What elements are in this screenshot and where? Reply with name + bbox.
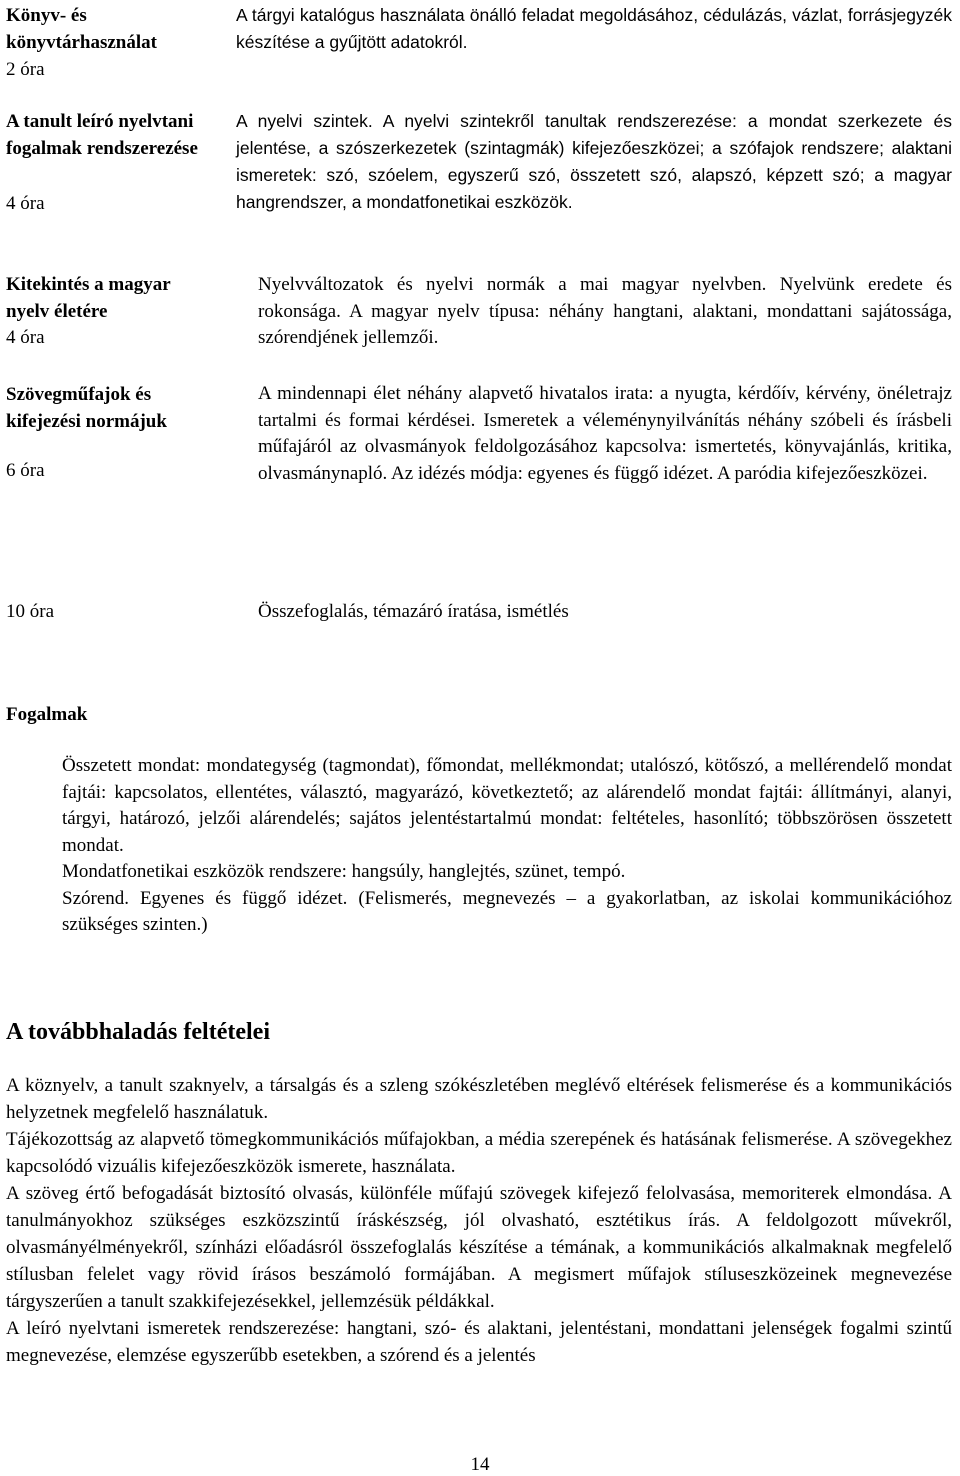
page-number: 14	[470, 1454, 490, 1475]
content-paragraph: A tárgyi katalógus használata önálló feladat megoldásához, cédulázás, vázlat, forrásjegyzék készítése a gyűjtött adatokról.	[236, 5, 952, 52]
topic-title: Szövegműfajok és kifejezési normájuk	[6, 384, 167, 432]
topic-hours: 4 óra	[6, 193, 45, 214]
tovabbhaladas-paragraph: A leíró nyelvtani ismeretek rendszerezése: hangtani, szó- és alaktani, jelentéstani, mondattani jelenségek fogalmi szintű megnevezése, elemzése egyszerűbb esetekben, a szórend és a jelentés	[6, 1318, 952, 1366]
content-cell	[236, 108, 952, 216]
fogalmak-paragraph: Összetett mondat: mondategység (tagmondat), főmondat, mellékmondat; utalószó, kötőszó, a mellérendelő mondat fajtái: kapcsolatos, ellentétes, választó, magyarázó, következtető; az alárendelő mondat fajtái: állítmányi, alanyi, tárgyi, határozó, jelzői alárendelés; sajátos jelentéstartalmú mondat: feltételes, hasonlító; többszörösen összetett mondat.	[62, 755, 952, 856]
fogalmak-paragraph: Mondatfonetikai eszközök rendszere: hangsúly, hanglejtés, szünet, tempó.	[62, 861, 626, 882]
tovabbhaladas-paragraph: A szöveg értő befogadását biztosító olvasás, különféle műfajú szövegek kifejező felolvasása, memoriterek elmondása. A tanulmányokhoz szükséges eszközszintű íráskészség, jól olvasható, esztétikus írás. A feldolgozott művekről, olvasmányélményekről, színházi előadásról összefoglalás készítése a témának, a kommunikációs alkalmaknak megfelelő stílusban felelet vagy rövid írásos beszámoló formájában. A megismert műfajok stíluseszközeinek megnevezése tárgyszerűen a tanult szakkifejezésekkel, jellemzésük példákkal.	[6, 1183, 952, 1312]
topic-cell	[6, 381, 216, 484]
tovabbhaladas-paragraph: Tájékozottság az alapvető tömegkommunikációs műfajokban, a média szerepének és hatásának felismerése. A szövegekhez kapcsolódó vizuális kifejezőeszközök ismerete, használata.	[6, 1129, 952, 1177]
content-paragraph: A nyelvi szintek. A nyelvi szintekről tanultak rendszerezése: a mondat szerkezete és jelentése, a szószerkezetek (szintagmák) kifejezőeszközei; a szófajok rendszere; alaktani ismeretek: szó, szóelem, egyszerű szó, összetett szó, alapszó, képzett szó; a magyar hangrendszer, a mondatfonetikai eszközök.	[236, 111, 952, 212]
topic-hours: 6 óra	[6, 460, 45, 481]
content-paragraph: A mindennapi élet néhány alapvető hivatalos irata: a nyugta, kérdőív, kérvény, önéletrajz tartalmi és formai kérdései. Ismeretek a véleménynyilvánítás néhány szóbeli és írásbeli műfajáról az olvasmányok feldolgozásához kapcsolva: ismertetés, könyvajánlás, kritika, olvasmánynapló. Az idézés módja: egyenes és függő idézet. A paródia kifejezőeszközei.	[258, 383, 952, 484]
fogalmak-heading: Fogalmak	[6, 704, 88, 725]
topic-cell	[6, 2, 216, 83]
tovabbhaladas-paragraph: A köznyelv, a tanult szaknyelv, a társalgás és a szleng szókészletében meglévő eltérések felismerése és a kommunikációs helyzetnek megfelelő használatuk.	[6, 1075, 952, 1123]
fogalmak-paragraph: Szórend. Egyenes és függő idézet. (Felismerés, megnevezés – a gyakorlatban, az iskolai kommunikációhoz szükséges szinten.)	[62, 887, 952, 935]
summary-hours: 10 óra	[6, 601, 55, 622]
topic-cell	[6, 108, 216, 217]
topic-title: Könyv- és könyvtárhasználat	[6, 5, 157, 53]
topic-cell	[6, 272, 216, 352]
content-cell	[236, 2, 952, 56]
tovabbhaladas-heading: A továbbhaladás feltételei	[6, 1019, 270, 1045]
content-cell	[258, 272, 952, 352]
summary-text: Összefoglalás, témazáró íratása, ismétlés	[258, 601, 569, 622]
fogalmak-section	[6, 753, 952, 939]
topic-hours: 4 óra	[6, 327, 45, 348]
content-cell	[258, 381, 952, 487]
topic-hours: 2 óra	[6, 59, 45, 80]
content-paragraph: Nyelvváltozatok és nyelvi normák a mai magyar nyelvben. Nyelvünk eredete és rokonsága. A magyar nyelv típusa: néhány hangtani, alaktani, mondattani sajátossága, szórendjének jellemzői.	[258, 274, 952, 348]
topic-title: Kitekintés a magyar nyelv életére	[6, 274, 171, 322]
tovabbhaladas-section	[6, 1072, 952, 1369]
topic-title: A tanult leíró nyelvtani fogalmak rendszerezése	[6, 111, 198, 159]
